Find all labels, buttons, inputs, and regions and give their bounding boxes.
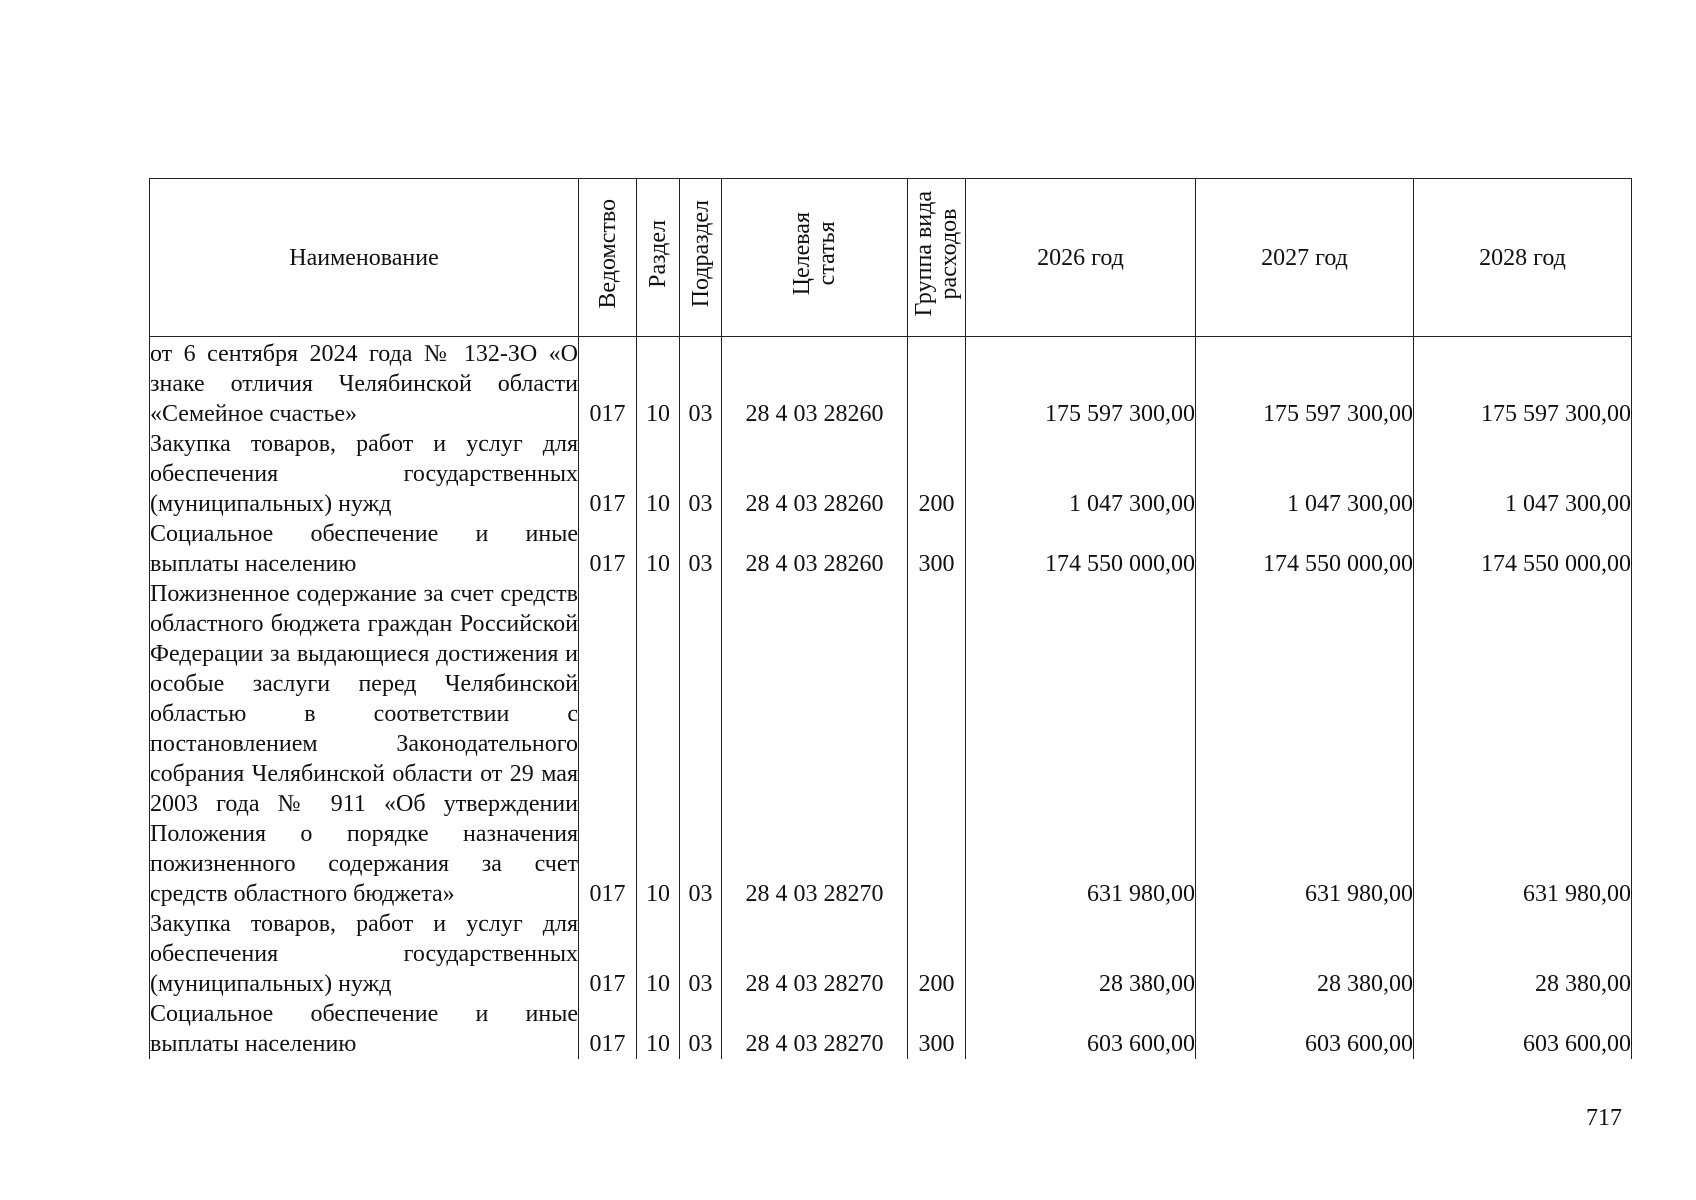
cell-2026: 603 600,00: [966, 999, 1196, 1059]
table-row: [150, 999, 1632, 1059]
header-vedomstvo: Ведомство: [579, 179, 637, 337]
table-row: [150, 337, 1632, 430]
cell-gruppa: 300: [908, 519, 966, 579]
cell-name: от 6 сентября 2024 года № 132-ЗО «О знаке отличия Челябинской области «Семейное счастье»: [150, 337, 579, 430]
cell-celevaya-statya: 28 4 03 28260: [722, 519, 908, 579]
cell-2026: 631 980,00: [966, 579, 1196, 909]
page-number: 717: [1586, 1105, 1622, 1131]
cell-name: Социальное обеспечение и иные выплаты населению: [150, 521, 578, 577]
cell-2027: 631 980,00: [1196, 579, 1414, 909]
cell-razdel: 10: [637, 337, 680, 430]
table-row: [150, 579, 1632, 909]
cell-celevaya-statya: 28 4 03 28260: [722, 429, 908, 519]
cell-name: Пожизненное содержание за счет средств областного бюджета граждан Российской Федерации за выдающиеся достижения и особые заслуги перед Челябинской областью в соответствии с постановлением Законодательного собрания Челябинской области от 29 мая 2003 года № 911 «Об утверждении Положения о порядке назначения пожизненного содержания за счет средств областного бюджета»: [150, 581, 578, 907]
cell-celevaya-statya: 28 4 03 28270: [722, 579, 908, 909]
budget-table: [149, 178, 1632, 1059]
cell-vedomstvo: 017: [579, 999, 637, 1059]
header-year-2026: 2026 год: [966, 179, 1196, 337]
cell-2028: 631 980,00: [1414, 579, 1632, 909]
cell-2028: 174 550 000,00: [1414, 519, 1632, 579]
cell-2027: 174 550 000,00: [1196, 519, 1414, 579]
cell-2028: 1 047 300,00: [1414, 429, 1632, 519]
header-name: Наименование: [150, 179, 579, 337]
cell-vedomstvo: 017: [579, 429, 637, 519]
cell-2026: 1 047 300,00: [966, 429, 1196, 519]
cell-gruppa: 200: [908, 429, 966, 519]
cell-gruppa: 300: [908, 999, 966, 1059]
cell-razdel: 10: [637, 909, 680, 999]
table-row: [150, 909, 1632, 999]
cell-podrazdel: 03: [680, 519, 722, 579]
header-gruppa-vida-rashodov: Группа вида расходов: [908, 179, 966, 337]
table-body: [150, 337, 1632, 1060]
cell-2027: 28 380,00: [1196, 909, 1414, 999]
cell-2026: 28 380,00: [966, 909, 1196, 999]
cell-2027: 1 047 300,00: [1196, 429, 1414, 519]
cell-name: Социальное обеспечение и иные выплаты населению: [150, 1001, 578, 1057]
cell-celevaya-statya: 28 4 03 28270: [722, 909, 908, 999]
cell-podrazdel: 03: [680, 429, 722, 519]
header-celevaya-statya: Целевая статья: [722, 179, 908, 337]
header-razdel: Раздел: [637, 179, 680, 337]
cell-podrazdel: 03: [680, 909, 722, 999]
cell-name: Закупка товаров, работ и услуг для обеспечения государственных (муниципальных) нужд: [150, 431, 578, 517]
cell-gruppa: [908, 579, 966, 909]
cell-vedomstvo: 017: [579, 579, 637, 909]
cell-celevaya-statya: 28 4 03 28260: [722, 337, 908, 430]
cell-podrazdel: 03: [680, 999, 722, 1059]
cell-vedomstvo: 017: [579, 337, 637, 430]
cell-razdel: 10: [637, 429, 680, 519]
cell-razdel: 10: [637, 999, 680, 1059]
cell-podrazdel: 03: [680, 337, 722, 430]
cell-gruppa: [908, 337, 966, 430]
cell-2028: 603 600,00: [1414, 999, 1632, 1059]
cell-gruppa: 200: [908, 909, 966, 999]
cell-name: Закупка товаров, работ и услуг для обеспечения государственных (муниципальных) нужд: [150, 911, 578, 997]
cell-vedomstvo: 017: [579, 519, 637, 579]
cell-razdel: 10: [637, 519, 680, 579]
cell-vedomstvo: 017: [579, 909, 637, 999]
cell-2028: 175 597 300,00: [1414, 337, 1632, 430]
cell-2026: 174 550 000,00: [966, 519, 1196, 579]
header-year-2027: 2027 год: [1196, 179, 1414, 337]
cell-2028: 28 380,00: [1414, 909, 1632, 999]
header-podrazdel: Подраздел: [680, 179, 722, 337]
cell-podrazdel: 03: [680, 579, 722, 909]
cell-2026: 175 597 300,00: [966, 337, 1196, 430]
table-row: [150, 519, 1632, 579]
table-row: [150, 429, 1632, 519]
header-year-2028: 2028 год: [1414, 179, 1632, 337]
cell-razdel: 10: [637, 579, 680, 909]
cell-2027: 175 597 300,00: [1196, 337, 1414, 430]
cell-2027: 603 600,00: [1196, 999, 1414, 1059]
cell-celevaya-statya: 28 4 03 28270: [722, 999, 908, 1059]
table-header-row: [150, 179, 1632, 337]
